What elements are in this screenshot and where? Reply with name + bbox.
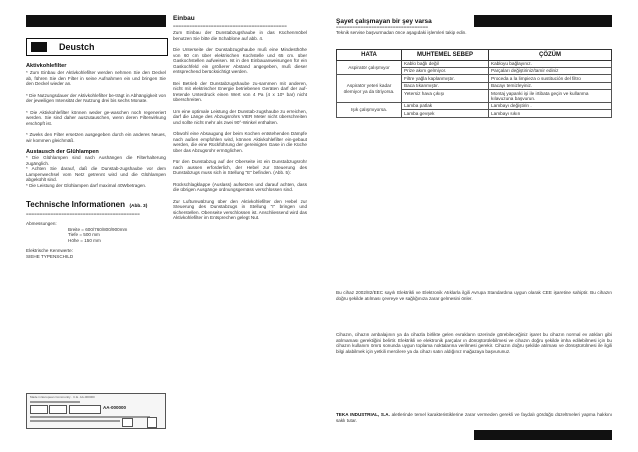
troubleshooting-table bbox=[336, 49, 612, 118]
tech-divider: ========================================== bbox=[26, 212, 140, 217]
heading-aktivkohlefilter: Aktivkohlefilter bbox=[26, 63, 67, 69]
breite-value: Breite = 600/760/800/900mm bbox=[68, 226, 128, 232]
einbau-paragraph-3: Bei Betrieb der Dunstabzugshaube zu-sammen mit anderen, nicht mit elektrischer Energie betriebenen Geräten darf der auf-tretende Unterdruck einen Wert von 4 Pa (4 x 10⁵ bar) nicht überschreiten. bbox=[173, 80, 307, 102]
column-german-einbau bbox=[173, 15, 307, 221]
weee-disposal-paragraph: Cihazın, cihazın ambalajının ya da cihazla birlikte gelen evrakların üzerinde görebileceğiniz işaret bu cihazın normal ev atıkları gibi atılmaması gerektiğini belirtir. Elektrikli ve elektronik parçalar ın dönüştürülebilmesi ve cihazın doğru şekilde imha edilebilmesi için bu cihazın kullanım ömrü sonunda uygun toplama noktalarına verilmesi gerekir. Cihazın doğru şekilde atılması ve dönüştürülmesi ile ilgili bilgi alabilmek için yetkili mercilere ya da cihazı satın aldığınız mağazaya başvurunuz. bbox=[336, 332, 612, 354]
waste-bin-icon bbox=[147, 417, 157, 428]
table-row bbox=[337, 60, 612, 67]
teka-company-name: TEKA INDUSTRIAL, S.A. bbox=[336, 412, 390, 417]
header-cozum: ÇÖZÜM bbox=[489, 49, 612, 60]
einbau-paragraph-2: Die Unterseite der Dunstabzugshaube muß eine Mindesthöhe von 60 cm über elektrischen Kochstelle und 65 cm. über Gaskochstellen aufweisen. Ist in den Einbauanweisungen für ein Gaskochfeld ein größerer Abstand angegeben, muß dieser entsprechend berücksichtigt werden. bbox=[173, 47, 307, 74]
cell-hata: Aspiratör çalışmıyor bbox=[337, 60, 402, 75]
language-label: Deustch bbox=[59, 42, 95, 52]
column-german-filter bbox=[26, 63, 166, 259]
einbau-paragraph-7: Rückschlagklappe (Auslass) aufsetzen und darauf achten, dass die übrigen Ausgänge ordnungsgemäss verschlossen sind. bbox=[173, 181, 307, 192]
filter-paragraph-4: * Zweks den Filter ersetzen ausgegeben durch ein anderes Neues, wir kommen gleichmäß. bbox=[26, 132, 166, 143]
cell-sebep: Yetersiz hava çıkışı bbox=[402, 90, 489, 103]
cell-sebep: Lamba gevşek bbox=[402, 110, 489, 117]
top-bar-left bbox=[26, 15, 166, 27]
lamp-paragraph-1: * Die Glühlampen sind nach Aushängen die Filterhalterung zugänglich. bbox=[26, 155, 166, 166]
cell-sebep: Filtre yağla kaplanmıştır. bbox=[402, 75, 489, 82]
header-sebep: MUHTEMEL SEBEP bbox=[402, 49, 489, 60]
ce-compliance-paragraph: Bu cihaz 2002/82/EEC sayılı Elektrikli ve Elektronik Atıklarla ilgili Avrupa Standardına uygun olarak CEE işaretine sahiptir. Bu cihazın doğru şekilde atılması çevreye ve sağlığınıza zarar gelmesini önler. bbox=[336, 290, 612, 301]
language-header-box bbox=[26, 38, 168, 56]
rating-plate-text: Made in European Community · C.E. AA-000000 bbox=[30, 395, 95, 399]
ce-mark-icon bbox=[122, 418, 133, 427]
filter-paragraph-3: * Die Aktivkohlefilter können weder ge-waschen noch regeneriert werden. Sie sind daher auszutauschen, wenn deren Filterwirkung erschöpft ist. bbox=[26, 109, 166, 126]
troubleshooting-divider: ================================== bbox=[336, 25, 429, 30]
cell-cozum: Proceda a la limpieza o sustitución del filtro bbox=[489, 75, 612, 82]
filter-paragraph-1: * Zum Einbau der Aktivkohlefilter werden nehmen Sie den Deckel ab, führen Sie den Filter in seine Aufnahmen ein und bringen Sie den Deckel wieder an. bbox=[26, 70, 166, 86]
einbau-paragraph-6: Für den Dunstabzug auf der Oberseite ist ein Dunstabzugsrohr nach aussen erforderlich, der Hebel zur Steuerung des Dunstabzugs muss sich in Stellung "E" befinden. (Abb. 5): bbox=[173, 159, 307, 175]
cell-sebep: Lamba patlak bbox=[402, 102, 489, 109]
abmessungen-label: Abmessungen: bbox=[26, 221, 57, 226]
cell-cozum: Bacayı temizleyiniz. bbox=[489, 82, 612, 89]
einbau-paragraph-4: Um eine optimale Leistung der Dunstab-zugshaube zu erreichen, darf die Länge des Abzugsrohrs VIER Meter nicht überschreiten und sollte nicht mehr als zwei 90°-Winkel enthalten. bbox=[173, 108, 307, 125]
cell-cozum: Kabloyu bağlayınız. bbox=[489, 60, 612, 67]
einbau-divider: ========================================== bbox=[173, 24, 287, 29]
cell-hata: Aspiratör yeteri kadar ölemiyor ya da titriyorsa. bbox=[337, 75, 402, 103]
einbau-paragraph-8: Zur Luftumwälzung über den Aktivkohlefilter den Hebel zur Steuerung des Dunstabzugs in Stellung "I" bringen und sicherstellen. Obenseite verschlossen ist. Anschliessend wird das Aktivkohlefilter im Entsprechen gelegt Nut. bbox=[173, 198, 307, 220]
column-turkish-troubleshooting bbox=[336, 18, 612, 118]
heading-gluehlampen: Austausch der Glühlampen bbox=[26, 149, 99, 155]
table-header-row bbox=[337, 49, 612, 60]
typenschild-label: SIEHE TYPENSCHILD bbox=[26, 253, 74, 259]
rating-plate-code: AA-000000 bbox=[103, 405, 127, 410]
table-row bbox=[337, 75, 612, 82]
rating-plate-image bbox=[26, 393, 166, 429]
cell-cozum: Parçaları değiştiriniz/tamir ediniz bbox=[489, 67, 612, 74]
table-row bbox=[337, 102, 612, 109]
cell-hata: Işık çalışmıyorsa. bbox=[337, 102, 402, 117]
filter-paragraph-2: * Die Nutzungsdauer der Aktivkohlefilter be-trägt in Abhängigkeit von der jeweiligen Intensität der Nutzung drei bis sechs Monate. bbox=[26, 92, 166, 103]
cell-sebep: Prize akım gelmiyor. bbox=[402, 67, 489, 74]
cell-cozum: Lambayı değiştirin . bbox=[489, 102, 612, 109]
header-hata: HATA bbox=[337, 49, 402, 60]
elektrische-kennwerte-label: Elektrische Kennwerte: bbox=[26, 248, 73, 253]
lamp-paragraph-2: * Achten Sie darauf, daß die Dunstab-zugshaube vor dem Lampenwechsel vom Netz getrennt wird und die Glühlampen abgekühlt sind. bbox=[26, 166, 166, 182]
heading-tech-figure-ref: (Abb. 3) bbox=[129, 204, 148, 209]
cell-cozum: Lambayı sıkın bbox=[489, 110, 612, 117]
teka-rights-text: aletlerinde temel karakteristiklerine zarar vermeden gerekli ve faydalı gördüğü düzeltmeleri yapma hakkını saklı tutar. bbox=[336, 412, 612, 423]
tiefe-value: Tiefe = 500 mm bbox=[68, 232, 100, 237]
lamp-paragraph-3: * Die Leistung der Glühlampen darf maximal 40Wbetragen. bbox=[26, 182, 147, 188]
heading-einbau: Einbau bbox=[173, 15, 195, 22]
cell-sebep: Kablo bağlı değil bbox=[402, 60, 489, 67]
einbau-paragraph-5: Obwohl eine Absaugung der beim Kochen entstehenden Dämpfe nach außen empfohlen wird, können Aktivkohlefilter ein-gebaut werden, die eine Rückführung der gereinigten Gase in die Küche über das Abzugsrohr ermöglichen. bbox=[173, 131, 307, 153]
heading-technische-informationen: Technische Informationen bbox=[26, 200, 125, 209]
language-flag-icon bbox=[31, 42, 47, 52]
teka-rights-paragraph bbox=[336, 412, 612, 423]
cell-cozum: Montaj yapanki işi ile irtibata geçin ve kullanma kılavuzuna başvurun. bbox=[489, 90, 612, 103]
troubleshooting-intro: Teknik servise başvurmadan önce aşagıdaki işlemleri takip edin. bbox=[336, 30, 467, 35]
hoehe-value: Höhe = 150 mm bbox=[68, 237, 101, 243]
einbau-paragraph-1: Zum Einbau der Dunstabzugshaube in das Küchenmöbel benutzen Sie bitte die Schablone auf abb. 4. bbox=[173, 30, 307, 41]
cell-sebep: Baca tıkanmıştır. bbox=[402, 82, 489, 89]
bottom-bar-right bbox=[474, 430, 612, 440]
heading-troubleshooting: Şayet çalışmayan bir şey varsa bbox=[336, 18, 432, 25]
